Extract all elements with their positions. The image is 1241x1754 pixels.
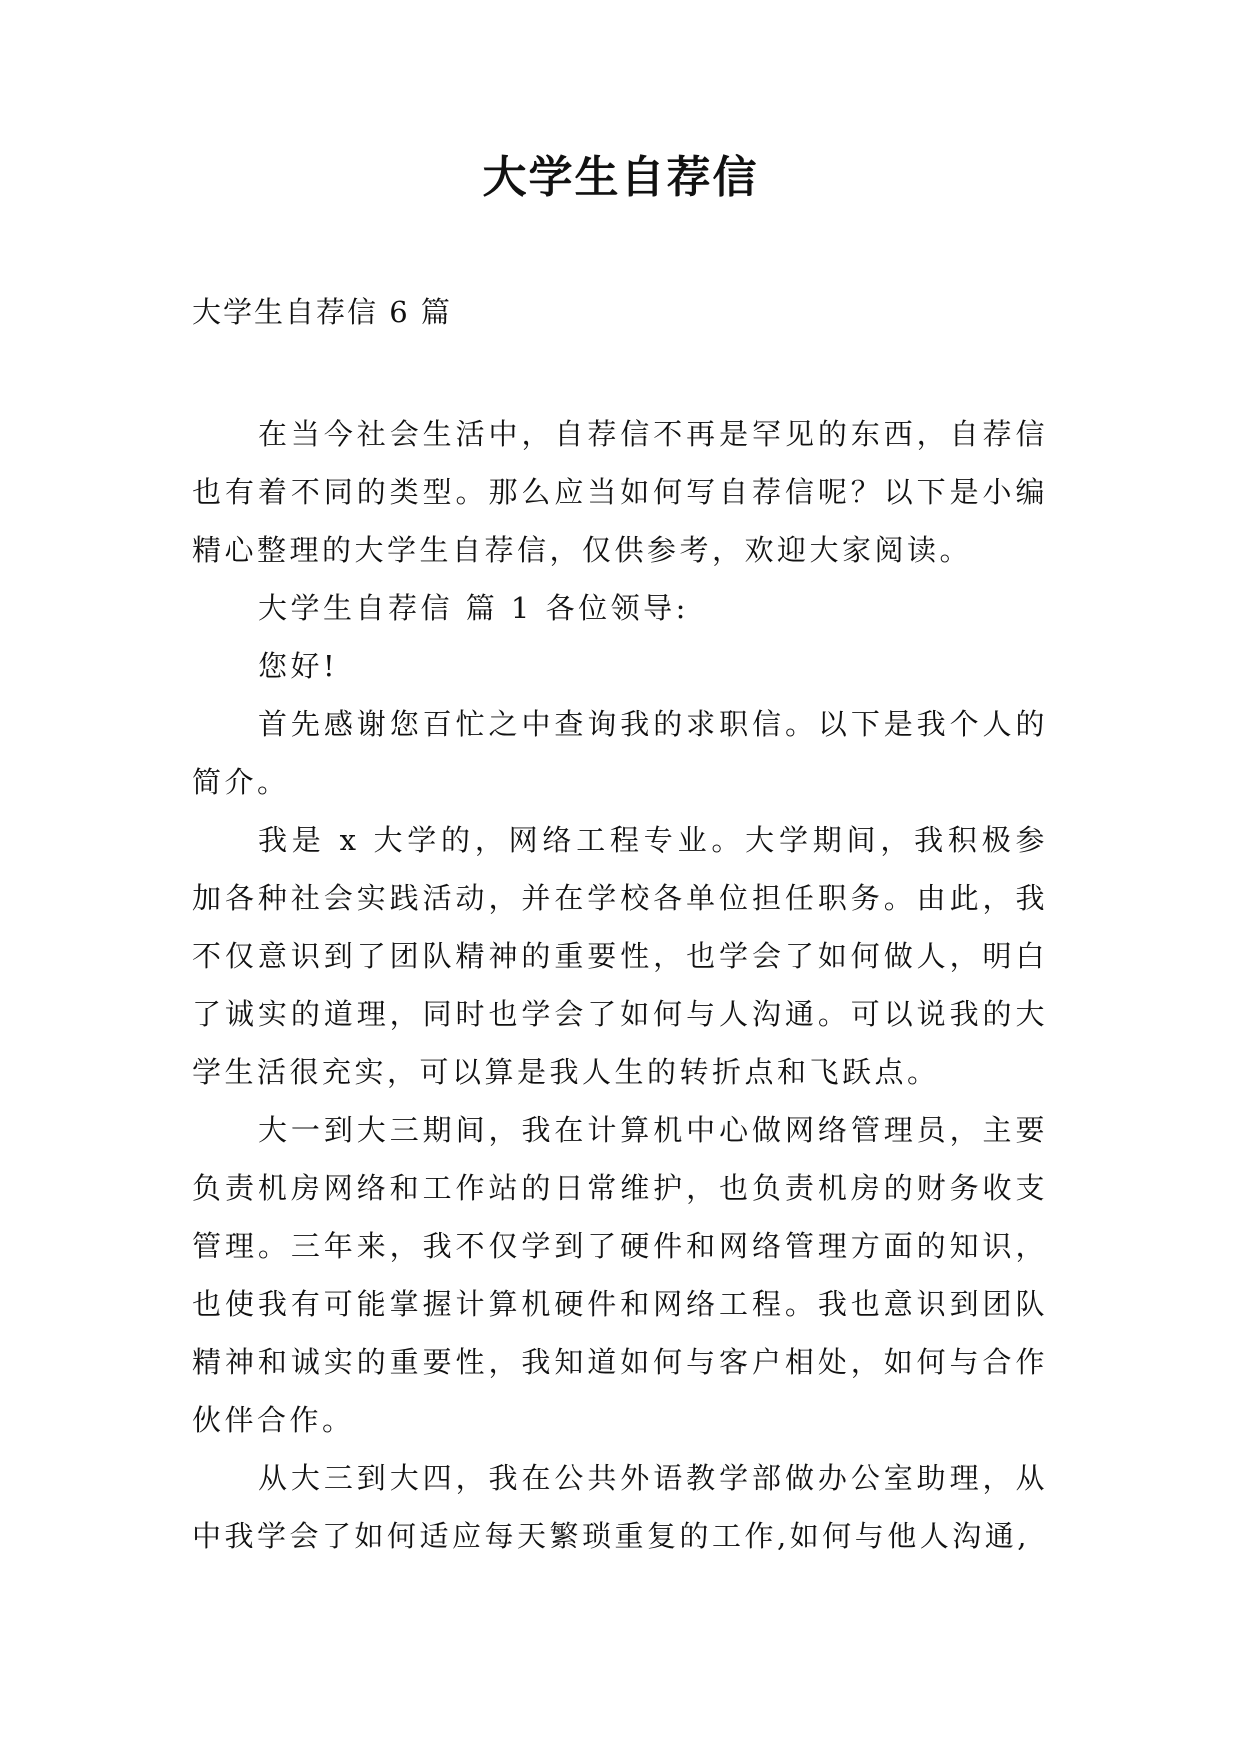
document-subtitle: 大学生自荐信 6 篇: [192, 295, 452, 329]
greeting: 您好!: [258, 649, 339, 683]
body-paragraph: 我是 x 大学的，网络工程专业。大学期间，我积极参加各种社会实践活动，并在学校各单位担任职务。由此，我不仅意识到了团队精神的重要性，也学会了如何做人，明白了诚实的道理，同时也学会了如何与人沟通。可以说我的大学生活很充实，可以算是我人生的转折点和飞跃点。: [192, 823, 1048, 1089]
body-paragraph: 大一到大三期间，我在计算机中心做网络管理员，主要负责机房网络和工作站的日常维护，也负责机房的财务收支管理。三年来，我不仅学到了硬件和网络管理方面的知识，也使我有可能掌握计算机硬件和网络工程。我也意识到团队精神和诚实的重要性，我知道如何与客户相处，如何与合作伙伴合作。: [192, 1113, 1048, 1437]
intro-paragraph: 在当今社会生活中，自荐信不再是罕见的东西，自荐信也有着不同的类型。那么应当如何写自荐信呢？以下是小编精心整理的大学生自荐信，仅供参考，欢迎大家阅读。: [192, 417, 1048, 567]
body-paragraph: 从大三到大四，我在公共外语教学部做办公室助理，从中我学会了如何适应每天繁琐重复的工作,如何与他人沟通,: [192, 1461, 1048, 1553]
document-title: 大学生自荐信: [482, 152, 759, 203]
document-body: [192, 405, 1048, 1565]
body-paragraph: 首先感谢您百忙之中查询我的求职信。以下是我个人的简介。: [192, 707, 1048, 799]
letter-heading: 大学生自荐信 篇 1 各位领导:: [258, 591, 689, 625]
